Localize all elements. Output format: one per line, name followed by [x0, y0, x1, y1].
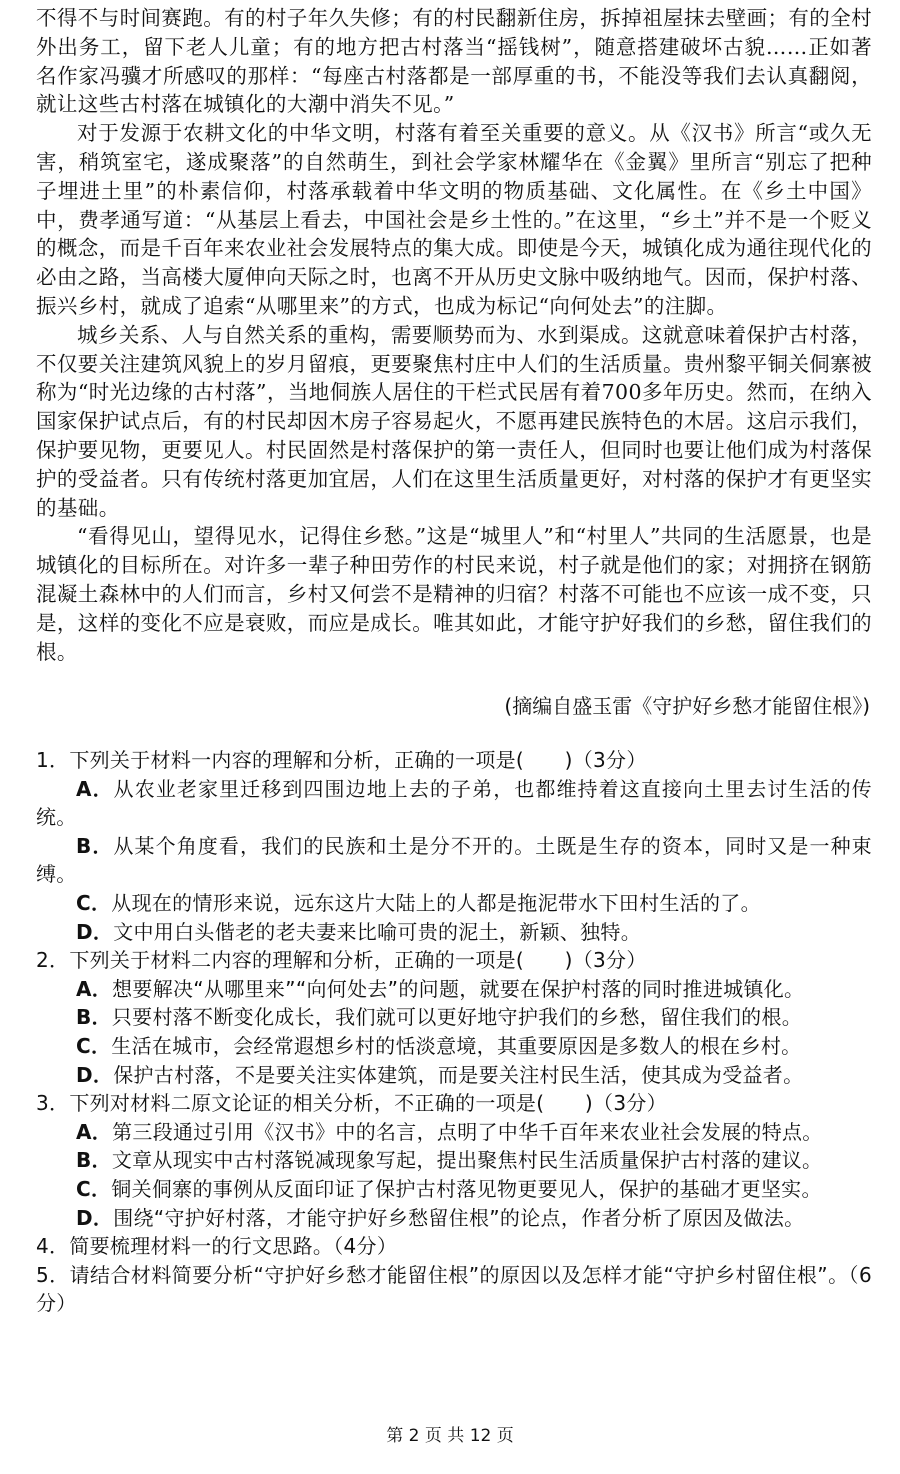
option-text: 文中用白头偕老的老夫妻来比喻可贵的泥土，新颖、独特。: [113, 919, 642, 944]
question-2-option-a: [36, 975, 872, 1004]
option-text: 文章从现实中古村落锐减现象写起，提出聚焦村民生活质量保护古村落的建议。: [111, 1148, 823, 1173]
option-letter: B．: [76, 1148, 112, 1173]
question-3-option-d: [36, 1204, 872, 1233]
question-5-stem: 5．请结合材料简要分析“守护好乡愁才能留住根”的原因以及怎样才能“守护乡村留住根”。（6分）: [36, 1262, 872, 1316]
question-1-option-d: [36, 918, 872, 947]
passage-source: (摘编自盛玉雷《守护好乡愁才能留住根》): [504, 694, 870, 718]
option-letter: A．: [76, 776, 114, 801]
question-2-option-b: [36, 1003, 872, 1032]
passage-paragraph-4: “看得见山，望得见水，记得住乡愁。”这是“城里人”和“村里人”共同的生活愿景，也是城镇化的目标所在。对许多一辈子种田劳作的村民来说，村子就是他们的家；对拥挤在钢筋混凝土森林中的人们而言，乡村又何尝不是精神的归宿？村落不可能也不应该一成不变，只是，这样的变化不应是衰败，而应是成长。唯其如此，才能守护好我们的乡愁，留住我们的根。: [36, 524, 872, 664]
passage-paragraph-2: 对于发源于农耕文化的中华文明，村落有着至关重要的意义。从《汉书》所言“或久无害，稍筑室宅，遂成聚落”的自然萌生，到社会学家林耀华在《金翼》里所言“别忘了把种子埋进土里”的朴素信仰，村落承载着中华文明的物质基础、文化属性。在《乡土中国》中，费孝通写道：“从基层上看去，中国社会是乡土性的。”在这里，“乡土”并不是一个贬义的概念，而是千百年来农业社会发展特点的集大成。即使是今天，城镇化成为通往现代化的必由之路，当高楼大厦伸向天际之时，也离不开从历史文脉中吸纳地气。因而，保护村落、振兴乡村，就成了追索“从哪里来”的方式，也成为标记“向何处去”的注脚。: [36, 121, 872, 318]
option-text: 保护古村落，不是要关注实体建筑，而是要关注村民生活，使其成为受益者。: [113, 1062, 804, 1087]
option-letter: D．: [76, 919, 114, 944]
page-number: 第 2 页 共 12 页: [386, 1426, 514, 1446]
option-text: 围绕“守护好村落，才能守护好乡愁留住根”的论点，作者分析了原因及做法。: [113, 1205, 805, 1230]
question-1-stem: 1．下列关于材料一内容的理解和分析，正确的一项是( )（3分）: [36, 748, 647, 772]
question-3-option-b: [36, 1146, 872, 1175]
option-text: 铜关侗寨的事例从反面印证了保护古村落见物更要见人，保护的基础才更坚实。: [111, 1176, 822, 1201]
option-text: 第三段通过引用《汉书》中的名言，点明了中华千百年来农业社会发展的特点。: [112, 1119, 823, 1144]
question-list: [36, 746, 872, 1318]
option-text: 只要村落不断变化成长，我们就可以更好地守护我们的乡愁，留住我们的根。: [111, 1005, 803, 1030]
question-1-option-b: [36, 832, 872, 889]
option-text: 想要解决“从哪里来”“向何处去”的问题，就要在保护村落的同时推进城镇化。: [112, 976, 805, 1001]
option-text: 从现在的情形来说，远东这片大陆上的人都是拖泥带水下田村生活的了。: [111, 890, 761, 915]
option-letter: C．: [76, 1033, 112, 1058]
option-letter: D．: [76, 1205, 114, 1230]
option-letter: D．: [76, 1062, 114, 1087]
question-2-option-c: [36, 1032, 872, 1061]
passage-paragraph-1: 不得不与时间赛跑。有的村子年久失修；有的村民翻新住房，拆掉祖屋抹去壁画；有的全村外出务工，留下老人儿童；有的地方把古村落当“摇钱树”，随意搭建破坏古貌……正如著名作家冯骥才所感叹的那样：“每座古村落都是一部厚重的书，不能没等我们去认真翻阅，就让这些古村落在城镇化的大潮中消失不见。”: [36, 6, 872, 117]
question-3-option-a: [36, 1118, 872, 1147]
question-3-stem: 3．下列对材料二原文论证的相关分析，不正确的一项是( )（3分）: [36, 1091, 667, 1116]
option-letter: A．: [76, 1119, 113, 1144]
passage-paragraph-3: 城乡关系、人与自然关系的重构，需要顺势而为、水到渠成。这就意味着保护古村落，不仅要关注建筑风貌上的岁月留痕，更要聚焦村庄中人们的生活质量。贵州黎平铜关侗寨被称为“时光边缘的古村落”，当地侗族人居住的干栏式民居有着700多年历史。然而，在纳入国家保护试点后，有的村民却因木房子容易起火，不愿再建民族特色的木居。这启示我们，保护要见物，更要见人。村民固然是村落保护的第一责任人，但同时也要让他们成为村落保护的受益者。只有传统村落更加宜居，人们在这里生活质量更好，对村落的保护才有更坚实的基础。: [36, 322, 872, 520]
question-4-stem: 4．简要梳理材料一的行文思路。（4分）: [36, 1234, 398, 1259]
option-letter: B．: [76, 1005, 112, 1030]
option-letter: A．: [76, 976, 113, 1001]
option-letter: C．: [76, 890, 112, 915]
question-3-option-c: [36, 1175, 872, 1204]
question-1-option-c: [36, 889, 872, 918]
option-text: 从农业老家里迁移到四围边地上去的子弟，也都维持着这直接向土里去讨生活的传统。: [36, 776, 872, 830]
question-1-option-a: [36, 775, 872, 832]
option-letter: B．: [76, 833, 114, 858]
question-2-option-d: [36, 1061, 872, 1090]
reading-passage: [36, 4, 872, 666]
question-2-stem: 2．下列关于材料二内容的理解和分析，正确的一项是( )（3分）: [36, 948, 647, 973]
option-text: 生活在城市，会经常遐想乡村的恬淡意境，其重要原因是多数人的根在乡村。: [111, 1033, 802, 1058]
option-letter: C．: [76, 1176, 112, 1201]
option-text: 从某个角度看，我们的民族和土是分不开的。土既是生存的资本，同时又是一种束缚。: [36, 833, 872, 887]
